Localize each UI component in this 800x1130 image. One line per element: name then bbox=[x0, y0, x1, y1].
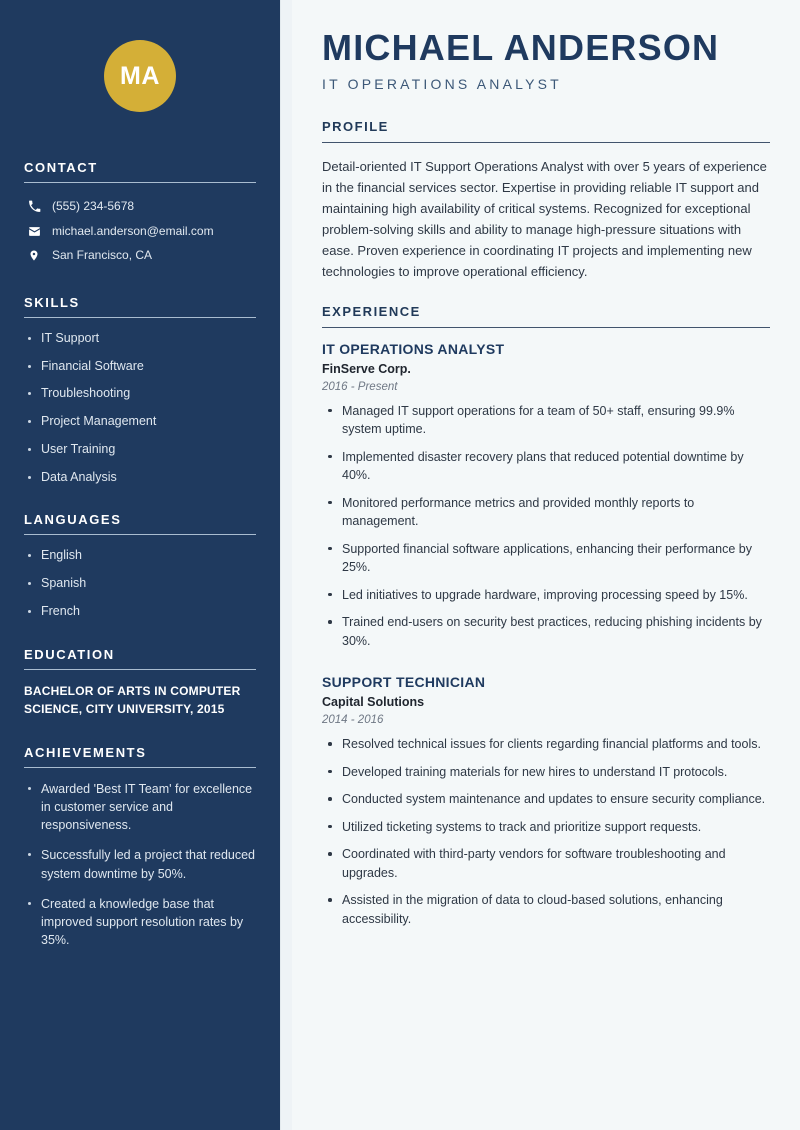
education-entry: BACHELOR OF ARTS IN COMPUTER SCIENCE, CITY UNIVERSITY, 2015 bbox=[24, 683, 241, 717]
list-item: English bbox=[24, 547, 256, 565]
contact-location-value: San Francisco, CA bbox=[52, 248, 153, 263]
list-item: Resolved technical issues for clients regarding financial platforms and tools. bbox=[322, 735, 770, 754]
profile-heading: PROFILE bbox=[322, 118, 389, 134]
location-pin-icon bbox=[27, 249, 41, 263]
experience-entry bbox=[322, 674, 770, 928]
list-item: Developed training materials for new hires to understand IT protocols. bbox=[322, 763, 770, 782]
profile-text: Detail-oriented IT Support Operations Analyst with over 5 years of experience in the financial services sector. Expertise in providing reliable IT support and maintaining high availability of critical systems. Recognized for exceptional problem-solving skills and ability to manage high-pressure situations with ease. Proven experience in coordinating IT projects and implementing new technologies to improve operational efficiency. bbox=[322, 158, 767, 279]
list-item: Managed IT support operations for a team of 50+ staff, ensuring 99.9% system uptime. bbox=[322, 402, 770, 439]
contact-phone-value: (555) 234-5678 bbox=[52, 199, 135, 213]
languages-heading: LANGUAGES bbox=[24, 512, 122, 528]
education-divider bbox=[24, 669, 256, 670]
job-role: IT OPERATIONS ANALYST bbox=[322, 340, 505, 357]
experience-spacer bbox=[322, 666, 770, 674]
mail-icon bbox=[27, 224, 41, 238]
job-dates: 2014 - 2016 bbox=[322, 714, 384, 727]
list-item: Coordinated with third-party vendors for software troubleshooting and upgrades. bbox=[322, 845, 770, 882]
job-bullet-list bbox=[322, 402, 770, 651]
contact-section bbox=[24, 160, 256, 269]
contact-heading: CONTACT bbox=[24, 160, 98, 175]
job-company: Capital Solutions bbox=[322, 695, 425, 710]
job-dates: 2016 - Present bbox=[322, 380, 398, 393]
list-item: Implemented disaster recovery plans that reduced potential downtime by 40%. bbox=[322, 448, 770, 485]
languages-section bbox=[24, 512, 256, 620]
list-item: Supported financial software applications, enhancing their performance by 25%. bbox=[322, 540, 770, 577]
skills-heading: SKILLS bbox=[24, 294, 80, 310]
job-bullet-list bbox=[322, 735, 770, 928]
list-item: Utilized ticketing systems to track and prioritize support requests. bbox=[322, 818, 770, 837]
achievements-divider bbox=[24, 767, 256, 768]
list-item: IT Support bbox=[24, 330, 256, 348]
profile-divider bbox=[322, 142, 770, 143]
contact-email-row[interactable] bbox=[24, 220, 256, 245]
list-item: Assisted in the migration of data to cloud-based solutions, enhancing accessibility. bbox=[322, 891, 770, 928]
list-item: Monitored performance metrics and provided monthly reports to management. bbox=[322, 494, 770, 531]
experience-divider bbox=[322, 327, 770, 328]
main-content bbox=[292, 0, 800, 1130]
achievements-heading: ACHIEVEMENTS bbox=[24, 744, 147, 760]
contact-email-value: michael.anderson@email.com bbox=[52, 223, 214, 238]
experience-section bbox=[322, 304, 770, 929]
achievements-section bbox=[24, 745, 256, 950]
list-item: Awarded 'Best IT Team' for excellence in customer service and responsiveness. bbox=[24, 780, 256, 835]
column-gap bbox=[280, 0, 292, 1130]
job-company: FinServe Corp. bbox=[322, 361, 411, 376]
avatar-initials: MA bbox=[104, 40, 176, 112]
list-item: Project Management bbox=[24, 413, 256, 431]
phone-icon bbox=[27, 200, 41, 214]
experience-heading: EXPERIENCE bbox=[322, 303, 421, 319]
list-item: Successfully led a project that reduced system downtime by 50%. bbox=[24, 846, 256, 883]
experience-entry bbox=[322, 341, 770, 651]
sidebar bbox=[0, 0, 280, 1130]
list-item: Troubleshooting bbox=[24, 385, 256, 403]
list-item: Created a knowledge base that improved support resolution rates by 35%. bbox=[24, 895, 256, 950]
languages-divider bbox=[24, 534, 256, 535]
page-title: MICHAEL ANDERSON bbox=[322, 27, 720, 68]
profile-section bbox=[322, 119, 770, 282]
list-item: User Training bbox=[24, 441, 256, 459]
contact-divider bbox=[24, 182, 256, 183]
list-item: French bbox=[24, 603, 256, 621]
skills-divider bbox=[24, 317, 256, 318]
skills-section bbox=[24, 295, 256, 487]
list-item: Financial Software bbox=[24, 358, 256, 376]
avatar-container bbox=[24, 0, 256, 160]
achievements-list bbox=[24, 780, 256, 950]
languages-list bbox=[24, 547, 256, 620]
skills-list bbox=[24, 330, 256, 487]
contact-phone-row[interactable] bbox=[24, 195, 256, 220]
education-section bbox=[24, 647, 256, 719]
education-heading: EDUCATION bbox=[24, 646, 115, 662]
list-item: Conducted system maintenance and updates to ensure security compliance. bbox=[322, 790, 770, 809]
list-item: Trained end-users on security best practices, reducing phishing incidents by 30%. bbox=[322, 613, 770, 650]
list-item: Spanish bbox=[24, 575, 256, 593]
list-item: Led initiatives to upgrade hardware, improving processing speed by 15%. bbox=[322, 586, 770, 605]
contact-location-row[interactable] bbox=[24, 244, 256, 269]
list-item: Data Analysis bbox=[24, 469, 256, 487]
headline-job-title: IT OPERATIONS ANALYST bbox=[322, 75, 562, 92]
job-role: SUPPORT TECHNICIAN bbox=[322, 674, 486, 691]
